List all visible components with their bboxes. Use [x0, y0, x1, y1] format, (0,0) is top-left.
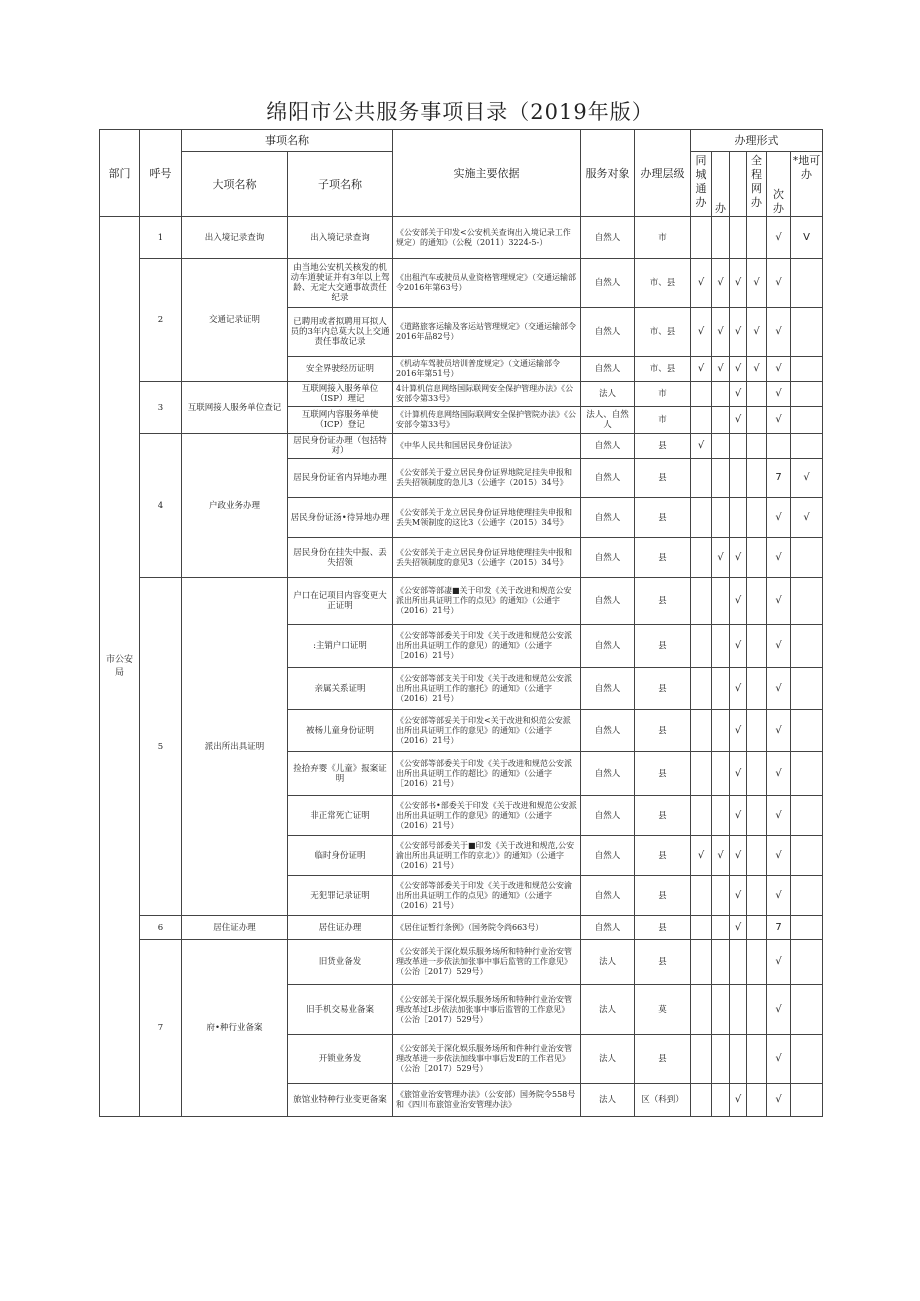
form-mark-cell: √ [767, 308, 791, 357]
form-mark-cell: √ [691, 357, 712, 382]
form-mark-cell [691, 876, 712, 916]
target-cell: 自然人 [581, 796, 635, 836]
form-mark-cell [691, 538, 712, 578]
header-level: 办理层级 [635, 130, 691, 217]
level-cell: 县 [635, 752, 691, 796]
form-mark-cell [747, 916, 767, 940]
form-mark-cell: √ [767, 752, 791, 796]
form-mark-cell [691, 217, 712, 259]
form-mark-cell: √ [712, 836, 730, 876]
form-mark-cell: √ [767, 940, 791, 985]
basis-cell: 《公安部关于深化娱乐服务场所和件种行业治安管理改革进一步依法加线事中事后发E的工作君见》（公治［2017）529号） [393, 1035, 581, 1084]
form-mark-cell [691, 985, 712, 1035]
sub-item-cell: :主销户口证明 [288, 625, 393, 668]
form-mark-cell: √ [767, 668, 791, 710]
form-mark-cell: √ [747, 357, 767, 382]
target-cell: 自然人 [581, 308, 635, 357]
form-mark-cell [730, 217, 747, 259]
level-cell: 市、县 [635, 308, 691, 357]
target-cell: 自然人 [581, 836, 635, 876]
target-cell: 自然人 [581, 578, 635, 625]
form-mark-cell: √ [691, 259, 712, 308]
form-mark-cell [712, 940, 730, 985]
basis-cell: 《公安部等部委关于印发《关于改进和规范公安派出所出具证明工作的意见）的通知》（公通字［2016）21号） [393, 625, 581, 668]
level-cell: 市 [635, 407, 691, 434]
target-cell: 法人 [581, 382, 635, 407]
seq-cell: 3 [140, 382, 182, 434]
basis-cell: 《公安部书•部委关于印发《关于改进和规范公安派出所出具证明工作的意见》的通知》（公通字（2016）21号） [393, 796, 581, 836]
form-mark-cell [712, 578, 730, 625]
form-mark-cell: √ [712, 308, 730, 357]
basis-cell: 《公安部关于深化娱乐服务场所和特种行业治安管理改革进一步依法加张事中事后监管的工作意见》（公治［2017）529号） [393, 940, 581, 985]
form-mark-cell [747, 752, 767, 796]
form-mark-cell: √ [712, 538, 730, 578]
sub-item-cell: 亲属关系证明 [288, 668, 393, 710]
basis-cell: 《公安部关于龙立居民身份证异地使理挂失申报和丢失M领制度的这比3（公通字（2015）34号》 [393, 498, 581, 538]
target-cell: 自然人 [581, 357, 635, 382]
form-mark-cell [691, 498, 712, 538]
level-cell: 县 [635, 916, 691, 940]
form-mark-cell [691, 940, 712, 985]
basis-cell: 《公安部关于深化娱乐服务场所和特种行业治安管理改革过L步依法加张事中事后监管的工作意见》（公治［2017）529号） [393, 985, 581, 1035]
form-mark-cell: √ [767, 836, 791, 876]
form-mark-cell: √ [747, 259, 767, 308]
form-mark-cell [747, 876, 767, 916]
sub-item-cell: 居民身份证办理（包括特对） [288, 434, 393, 459]
form-mark-cell [712, 985, 730, 1035]
form-mark-cell [691, 796, 712, 836]
form-mark-cell [747, 498, 767, 538]
target-cell: 自然人 [581, 538, 635, 578]
form-mark-cell [791, 668, 823, 710]
form-mark-cell [767, 434, 791, 459]
table-row [100, 382, 823, 407]
header-seq: 呼号 [140, 130, 182, 217]
header-basis: 实施主要依据 [393, 130, 581, 217]
form-mark-cell [747, 407, 767, 434]
seq-cell: 7 [140, 940, 182, 1117]
level-cell: 市 [635, 382, 691, 407]
level-cell: 市、县 [635, 259, 691, 308]
level-cell: 县 [635, 1035, 691, 1084]
form-mark-cell [712, 382, 730, 407]
form-mark-cell [691, 1035, 712, 1084]
target-cell: 自然人 [581, 710, 635, 752]
form-mark-cell [691, 407, 712, 434]
basis-cell: 《公安部等部支关于印发《关于改进和规范公安派出所出具证明工作的塞托》的通知》（公通字（2016）21号） [393, 668, 581, 710]
sub-item-cell: 居民身份在挂失中报、丢失招领 [288, 538, 393, 578]
target-cell: 自然人 [581, 498, 635, 538]
seq-cell: 5 [140, 578, 182, 916]
level-cell: 县 [635, 668, 691, 710]
header-form-3: 全程网办 [747, 152, 767, 217]
sub-item-cell: 旧手机交易业备案 [288, 985, 393, 1035]
form-mark-cell: √ [767, 625, 791, 668]
target-cell: 自然人 [581, 876, 635, 916]
form-mark-cell [712, 459, 730, 498]
form-mark-cell [712, 796, 730, 836]
form-mark-cell [747, 1084, 767, 1117]
target-cell: 法人 [581, 1035, 635, 1084]
basis-cell: 《居住证暂行条例》（国务院令尚663号） [393, 916, 581, 940]
form-mark-cell [730, 434, 747, 459]
header-major: 大项名称 [182, 152, 288, 217]
level-cell: 县 [635, 796, 691, 836]
sub-item-cell: 旅馆业特种行业变更备案 [288, 1084, 393, 1117]
form-mark-cell [791, 940, 823, 985]
sub-item-cell: 互联网接入服务单位（ISP）理记 [288, 382, 393, 407]
basis-cell: 《公安部等部委关于印发《关于改进和规范公安渝出所出具证明工作的点见》的通知》（公通字（2016）21号） [393, 876, 581, 916]
form-mark-cell: √ [730, 407, 747, 434]
form-mark-cell: √ [767, 259, 791, 308]
form-mark-cell [712, 217, 730, 259]
sub-item-cell: 由当地公安机关核发的机动车道驶证并有3年以上驾龄、无定大交通事故责任纪录 [288, 259, 393, 308]
form-mark-cell [791, 382, 823, 407]
form-mark-cell [712, 668, 730, 710]
table-row [100, 578, 823, 625]
form-mark-cell [791, 876, 823, 916]
form-mark-cell [747, 1035, 767, 1084]
form-mark-cell [712, 407, 730, 434]
form-mark-cell [747, 940, 767, 985]
form-mark-cell: √ [712, 259, 730, 308]
form-mark-cell: √ [730, 259, 747, 308]
form-mark-cell [712, 710, 730, 752]
table-row [100, 916, 823, 940]
form-mark-cell [791, 407, 823, 434]
form-mark-cell [747, 796, 767, 836]
seq-cell: 4 [140, 434, 182, 578]
form-mark-cell: √ [767, 796, 791, 836]
form-mark-cell: √ [767, 538, 791, 578]
seq-cell: 6 [140, 916, 182, 940]
level-cell: 县 [635, 836, 691, 876]
header-item-name: 事项名称 [182, 130, 393, 152]
form-mark-cell [791, 796, 823, 836]
major-item-cell: 派出所出具证明 [182, 578, 288, 916]
header-dept: 部门 [100, 130, 140, 217]
form-mark-cell: √ [767, 498, 791, 538]
target-cell: 法人 [581, 985, 635, 1035]
form-mark-cell [791, 357, 823, 382]
form-mark-cell: √ [767, 357, 791, 382]
department-cell: 市公安局 [100, 217, 140, 1117]
form-mark-cell [791, 752, 823, 796]
sub-item-cell: 互联网内容服务单使（ICP）登记 [288, 407, 393, 434]
form-mark-cell: √ [730, 710, 747, 752]
level-cell: 县 [635, 625, 691, 668]
header-form-1: 办 [712, 152, 730, 217]
form-mark-cell [791, 538, 823, 578]
form-mark-cell [730, 985, 747, 1035]
form-mark-cell [791, 985, 823, 1035]
level-cell: 县 [635, 434, 691, 459]
level-cell: 县 [635, 538, 691, 578]
target-cell: 法人 [581, 1084, 635, 1117]
form-mark-cell [747, 382, 767, 407]
basis-cell: 《计算机传息网络国际联网安全保护管院办法》《公安部令第33号》 [393, 407, 581, 434]
form-mark-cell [791, 625, 823, 668]
basis-cell: 《公安部号部委关于■印发《关于改进和规范,公安渝出所出具证明工作的京北）》的通知》（公通字（2016）21号） [393, 836, 581, 876]
form-mark-cell [691, 916, 712, 940]
basis-cell: 《公安部关于印发<公安机关查询出入境记录工作规定）的通知》（公税（2011）3224-5-） [393, 217, 581, 259]
basis-cell: 《中华人民共和国居民身份证法》 [393, 434, 581, 459]
sub-item-cell: 无犯罪记录证明 [288, 876, 393, 916]
level-cell: 市、县 [635, 357, 691, 382]
header-row-1 [100, 130, 823, 152]
sub-item-cell: 户口在记项目内容变更大正证明 [288, 578, 393, 625]
form-mark-cell: √ [767, 985, 791, 1035]
target-cell: 法人 [581, 940, 635, 985]
target-cell: 自然人 [581, 916, 635, 940]
form-mark-cell [691, 578, 712, 625]
basis-cell: 《公安部关于走立居民身份证异地使理挂失中报和丢失招领制度的意见3（公通字（2015）34号》 [393, 538, 581, 578]
header-form-5: *地可办 [791, 152, 823, 217]
form-mark-cell [730, 1035, 747, 1084]
sub-item-cell: 居民身份证汤•待异地办理 [288, 498, 393, 538]
level-cell: 县 [635, 876, 691, 916]
form-mark-cell: √ [767, 1035, 791, 1084]
sub-item-cell: 捡拾弃婴《儿童》报案证明 [288, 752, 393, 796]
form-mark-cell [747, 578, 767, 625]
sub-item-cell: 临时身份证明 [288, 836, 393, 876]
form-mark-cell [691, 459, 712, 498]
table-row [100, 940, 823, 985]
form-mark-cell: √ [712, 357, 730, 382]
basis-cell: 4计算机信息网络国际联网安全保护管理办法》《公安部令第33号》 [393, 382, 581, 407]
sub-item-cell: 旧货业备发 [288, 940, 393, 985]
form-mark-cell [712, 625, 730, 668]
form-mark-cell: √ [730, 308, 747, 357]
basis-cell: 《出租汽车或驶员从业资格管理规定》（交通运输部令2016年第63号） [393, 259, 581, 308]
form-mark-cell: √ [730, 578, 747, 625]
target-cell: 自然人 [581, 668, 635, 710]
sub-item-cell: 已聘用或者拟聘用耳拟人员的3年内总莫大以上交通责任事故记录 [288, 308, 393, 357]
form-mark-cell: √ [730, 876, 747, 916]
header-form-2 [730, 152, 747, 217]
form-mark-cell [791, 916, 823, 940]
form-mark-cell [712, 1084, 730, 1117]
form-mark-cell [791, 434, 823, 459]
form-mark-cell: √ [767, 217, 791, 259]
basis-cell: 《旅馆业治安管理办法》（公安部）国务院令558号和《四川布旅馆业治安管理办法》 [393, 1084, 581, 1117]
target-cell: 自然人 [581, 459, 635, 498]
form-mark-cell [730, 498, 747, 538]
level-cell: 县 [635, 710, 691, 752]
form-mark-cell: √ [730, 752, 747, 796]
form-mark-cell [747, 625, 767, 668]
level-cell: 县 [635, 940, 691, 985]
form-mark-cell: √ [767, 876, 791, 916]
form-mark-cell: √ [767, 1084, 791, 1117]
basis-cell: 《机动车驾驶员培训普度规定》（文通运输部令2016年第51号） [393, 357, 581, 382]
form-mark-cell [691, 1084, 712, 1117]
form-mark-cell [712, 498, 730, 538]
form-mark-cell [730, 940, 747, 985]
basis-cell: 《公安部关于爱立居民身份证界地院足挂失申报和丢失招领制度的急儿3（公通字（2015）34号》 [393, 459, 581, 498]
sub-item-cell: 出入境记录查询 [288, 217, 393, 259]
table-row [100, 217, 823, 259]
level-cell: 县 [635, 498, 691, 538]
form-mark-cell [747, 538, 767, 578]
form-mark-cell: √ [730, 357, 747, 382]
form-mark-cell: √ [767, 710, 791, 752]
form-mark-cell: √ [691, 836, 712, 876]
sub-item-cell: 开锁业务发 [288, 1035, 393, 1084]
form-mark-cell [691, 625, 712, 668]
form-mark-cell: √ [791, 459, 823, 498]
header-form-4: 次办 [767, 152, 791, 217]
form-mark-cell: √ [730, 796, 747, 836]
major-item-cell: 交通记录证明 [182, 259, 288, 382]
basis-cell: 《公安部等部委关于印发《关于改进和规范公安派出所出具证明工作的超比》的通知》（公通字［2016）21号） [393, 752, 581, 796]
form-mark-cell [691, 752, 712, 796]
major-item-cell: 出入境记录查询 [182, 217, 288, 259]
form-mark-cell [712, 916, 730, 940]
form-mark-cell [747, 434, 767, 459]
form-mark-cell [712, 752, 730, 796]
form-mark-cell [712, 876, 730, 916]
form-mark-cell [712, 1035, 730, 1084]
form-mark-cell [747, 217, 767, 259]
form-mark-cell [747, 459, 767, 498]
seq-cell: 2 [140, 259, 182, 382]
form-mark-cell: √ [767, 382, 791, 407]
form-mark-cell: √ [747, 308, 767, 357]
form-mark-cell [730, 459, 747, 498]
form-mark-cell: √ [730, 836, 747, 876]
sub-item-cell: 安全界驶经历证明 [288, 357, 393, 382]
form-mark-cell [791, 308, 823, 357]
basis-cell: 《公安部等部妥关于印发<关于改进和炽范公安派出所出具证明工作的意见》的通知》（公通字（2016）21号） [393, 710, 581, 752]
form-mark-cell: 7 [767, 916, 791, 940]
basis-cell: 《道路旅客运输及客运站管理规定》（交通运输部令2016年品82号） [393, 308, 581, 357]
target-cell: 法人、自然人 [581, 407, 635, 434]
level-cell: 县 [635, 459, 691, 498]
form-mark-cell [747, 668, 767, 710]
header-form-0: 同城通办 [691, 152, 712, 217]
form-mark-cell [791, 259, 823, 308]
basis-cell: 《公安部等部凄■关于印发《关于改进和规范公安派出所出具证明工作的点见》的通知》（公通宇（2016）21号） [393, 578, 581, 625]
sub-item-cell: 居民身份证省内异地办理 [288, 459, 393, 498]
sub-item-cell: 居住证办理 [288, 916, 393, 940]
target-cell: 自然人 [581, 259, 635, 308]
level-cell: 莫 [635, 985, 691, 1035]
page-title: 绵阳市公共服务事项目录（2019年版） [266, 100, 654, 124]
form-mark-cell [791, 710, 823, 752]
form-mark-cell [791, 578, 823, 625]
form-mark-cell [691, 710, 712, 752]
form-mark-cell: 7 [767, 459, 791, 498]
major-item-cell: 户政业务办理 [182, 434, 288, 578]
major-item-cell: 居住证办理 [182, 916, 288, 940]
form-mark-cell: √ [730, 916, 747, 940]
form-mark-cell: √ [730, 382, 747, 407]
form-mark-cell [747, 836, 767, 876]
form-mark-cell [791, 836, 823, 876]
form-mark-cell [747, 985, 767, 1035]
form-mark-cell: √ [730, 1084, 747, 1117]
form-mark-cell [691, 668, 712, 710]
target-cell: 自然人 [581, 625, 635, 668]
header-target: 服务对象 [581, 130, 635, 217]
level-cell: 市 [635, 217, 691, 259]
table-row [100, 434, 823, 459]
form-mark-cell [747, 710, 767, 752]
target-cell: 自然人 [581, 434, 635, 459]
form-mark-cell: √ [767, 407, 791, 434]
form-mark-cell: √ [691, 308, 712, 357]
major-item-cell: 互联网接人服务单位查记 [182, 382, 288, 434]
level-cell: 区（科到） [635, 1084, 691, 1117]
form-mark-cell [791, 1084, 823, 1117]
target-cell: 自然人 [581, 752, 635, 796]
form-mark-cell: √ [767, 578, 791, 625]
form-mark-cell: √ [730, 668, 747, 710]
service-catalog-table [99, 129, 823, 1117]
seq-cell: 1 [140, 217, 182, 259]
major-item-cell: 府•种行业备案 [182, 940, 288, 1117]
table-row [100, 259, 823, 308]
header-sub: 子项名称 [288, 152, 393, 217]
form-mark-cell [791, 1035, 823, 1084]
form-mark-cell: √ [730, 625, 747, 668]
form-mark-cell: V [791, 217, 823, 259]
form-mark-cell: √ [691, 434, 712, 459]
form-mark-cell [712, 434, 730, 459]
target-cell: 自然人 [581, 217, 635, 259]
level-cell: 县 [635, 578, 691, 625]
form-mark-cell: √ [730, 538, 747, 578]
header-forms: 办理形式 [691, 130, 823, 152]
sub-item-cell: 被杨儿童身份证明 [288, 710, 393, 752]
sub-item-cell: 非正常死亡证明 [288, 796, 393, 836]
form-mark-cell [691, 382, 712, 407]
form-mark-cell: √ [791, 498, 823, 538]
